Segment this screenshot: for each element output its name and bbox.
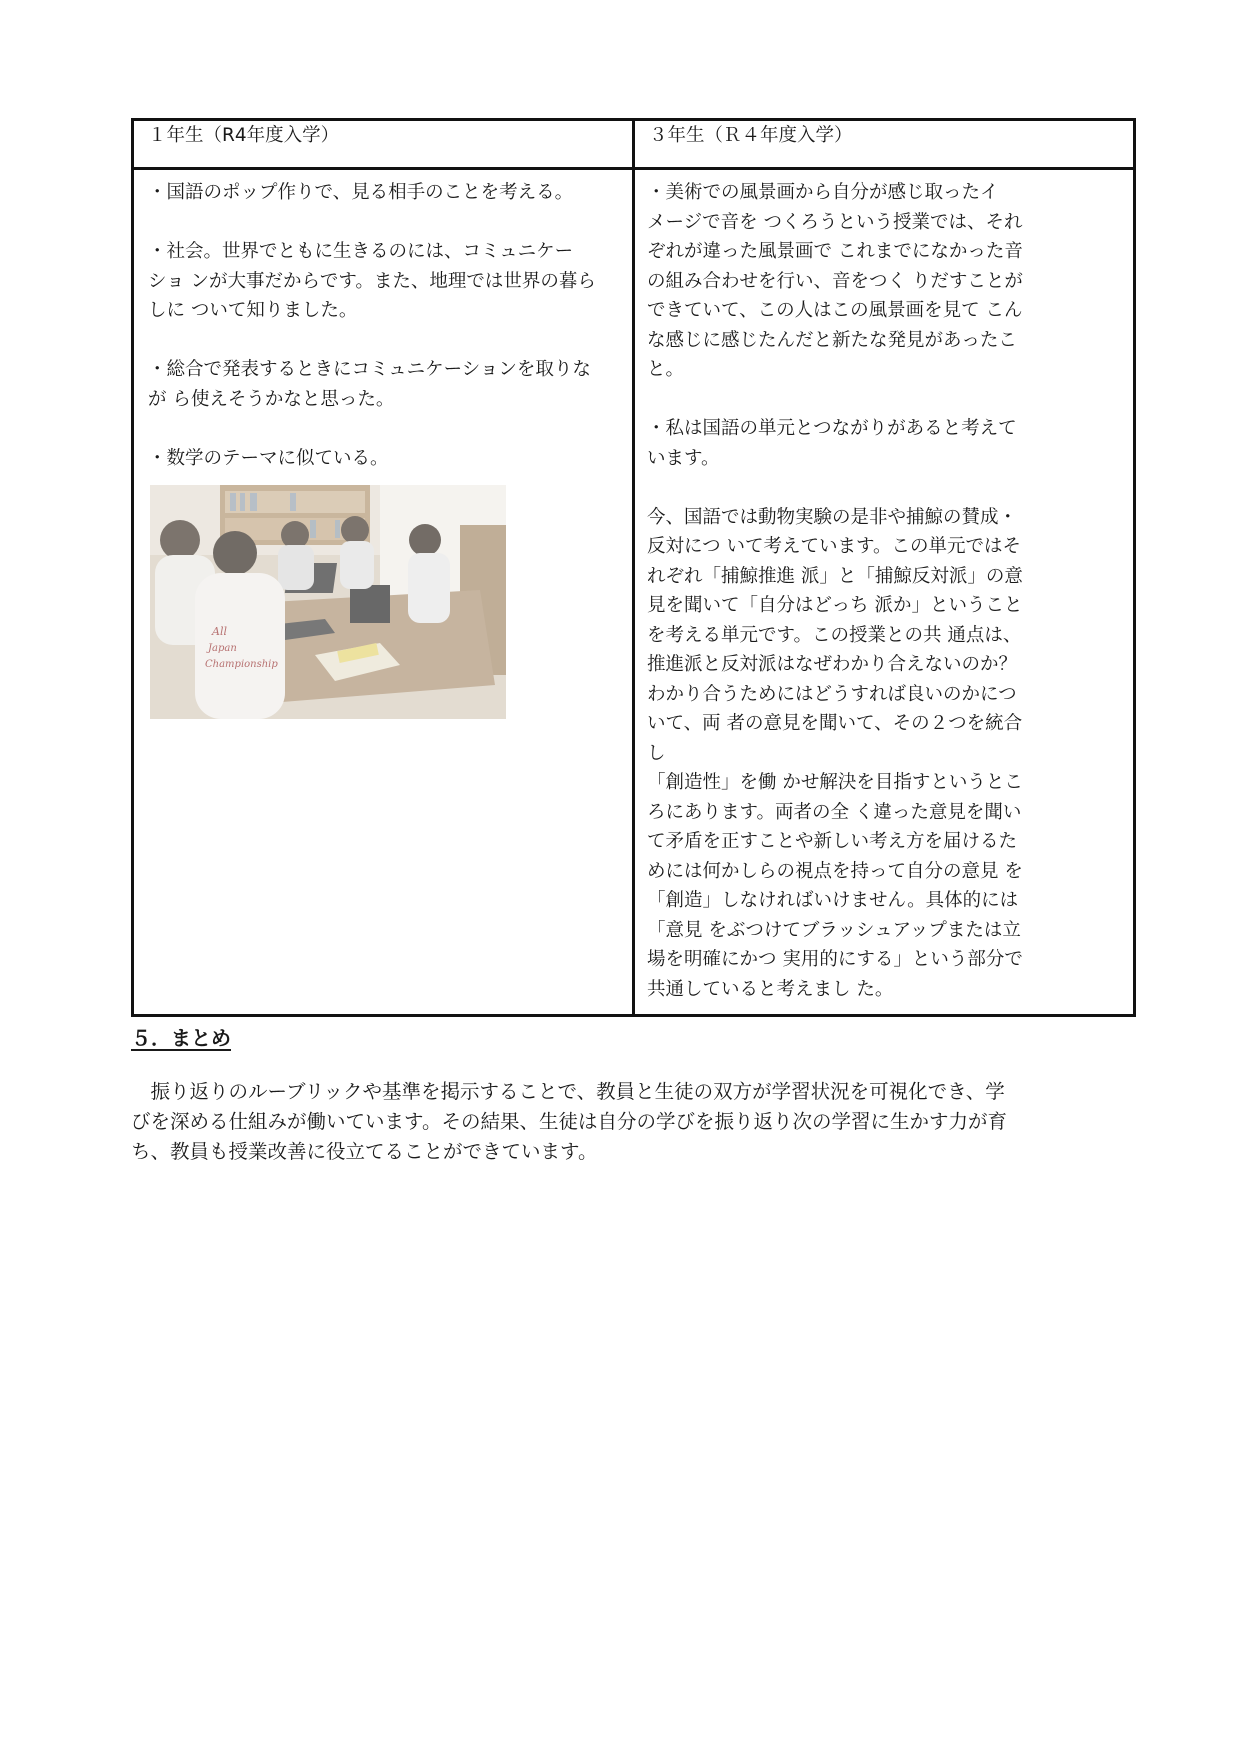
first-year-comment-3: ・総合で発表するときにコミュニケーションを取りな が ら使えそうかなと思った。: [148, 359, 591, 410]
third-year-comment-2: ・私は国語の単元とつながりがあると考えて います。: [647, 418, 1017, 469]
first-year-comment-4: ・数学のテーマに似ている。: [148, 447, 389, 469]
shirt-text-2: Japan: [208, 643, 237, 654]
header-first-year: １年生（R4年度入学）: [133, 120, 634, 169]
classroom-photo-illustration: [150, 485, 506, 719]
comparison-table: [131, 118, 1136, 1017]
third-year-comment-3: 今、国語では動物実験の是非や捕鯨の賛成・ 反対につ いて考えています。この単元ではそ れぞれ「捕鯨推進 派」と「捕鯨反対派」の意 見を聞いて「自分はどっち 派か」ということ を考える単元です。この授業との共 通点は、 推進派と反対派はなぜわかり合えないのか？ わかり合うためにはどうすれば良いのかにつ いて、両 者の意見を聞いて、その２つを統合 し 「創造性」を働 かせ解決を目指すというとこ ろにあります。両者の全 く違った意見を聞い て矛盾を正すことや新しい考え方を届けるた めには何かしらの視点を持って自分の意見 を 「創造」しなければいけません。具体的には 「意見 をぶつけてブラッシュアップまたは立 場を明確にかつ 実用的にする」という部分で 共通していると考えまし た。: [647, 506, 1023, 1000]
section-title: ５．まとめ: [131, 1026, 231, 1050]
first-year-cell: [133, 169, 634, 1016]
summary-paragraph: 振り返りのルーブリックや基準を掲示することで、教員と生徒の双方が学習状況を可視化でき、学 びを深める仕組みが働いています。その結果、生徒は自分の学びを振り返り次の学習に生かす力が育 ち、教員も授業改善に役立てることができています。: [131, 1080, 1007, 1163]
classroom-photo: [150, 485, 506, 719]
third-year-comment-1: ・美術での風景画から自分が感じ取ったイ メージで音を つくろうという授業では、それ ぞれが違った風景画で これまでになかった音 の組み合わせを行い、音をつく りだすことが できていて、この人はこの風景画を見て こん な感じに感じたんだと新たな発見があったこ と。: [647, 182, 1023, 380]
header-third-year: ３年生（Ｒ４年度入学）: [634, 120, 1135, 169]
shirt-text-1: All: [212, 625, 227, 638]
third-year-cell: [634, 169, 1135, 1016]
first-year-comment-2: ・社会。世界でともに生きるのには、コミュニケー ショ ンが大事だからです。また、地理では世界の暮ら しに ついて知りました。: [148, 241, 596, 321]
shirt-text-3: Championship: [205, 659, 278, 670]
first-year-comment-1: ・国語のポップ作りで、見る相手のことを考える。: [148, 182, 574, 203]
